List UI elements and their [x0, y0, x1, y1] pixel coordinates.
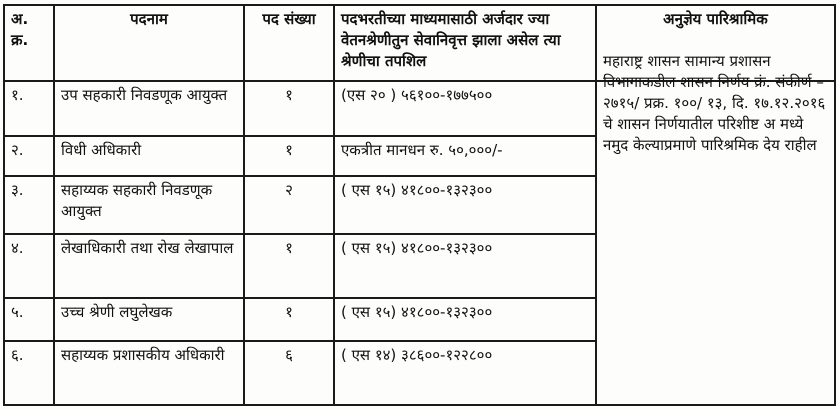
- cell-post-count: १: [244, 136, 334, 176]
- cell-serial: २.: [4, 136, 54, 176]
- cell-post-count: २: [244, 176, 334, 234]
- remuneration-text: महाराष्ट्र शासन सामान्य प्रशासन विभागाकडील शासन निर्णय क्रं. संकीर्ण –२७१५/ प्रक्र. १००/ १३, दि. १७.१२.२०१६ चे शासन निर्णयातील परिशीष्ट अ मध्ये नमुद केल्याप्रमाणे पारिश्रमिक देय राहील: [603, 52, 826, 154]
- header-post-name: पदनाम: [54, 5, 244, 81]
- cell-post-count: १: [244, 81, 334, 136]
- cell-serial: ५.: [4, 298, 54, 340]
- cell-serial: ६.: [4, 341, 54, 405]
- cell-serial: ३.: [4, 176, 54, 234]
- cell-remuneration: [596, 52, 835, 405]
- header-serial: अ. क्र.: [4, 5, 54, 81]
- cell-pay-scale: (एस २० ) ५६१००-१७७५००: [334, 81, 596, 136]
- posts-table: [3, 4, 836, 406]
- header-post-count: पद संख्या: [244, 5, 334, 81]
- cell-pay-scale: ( एस १४) ३८६००-१२२८००: [334, 341, 596, 405]
- cell-post-name: उच्च श्रेणी लघुलेखक: [54, 298, 244, 340]
- cell-post-name: उप सहकारी निवडणूक आयुक्त: [54, 81, 244, 136]
- table-row: [4, 81, 835, 136]
- cell-post-count: १: [244, 298, 334, 340]
- header-pay-scale: पदभरतीच्या माध्यमासाठी अर्जदार ज्या वेतनश्रेणीतुन सेवानिवृत्त झाला असेल त्या श्रेणीचा तपशिल: [334, 5, 596, 81]
- cell-post-count: ६: [244, 341, 334, 405]
- cell-post-name: विधी अधिकारी: [54, 136, 244, 176]
- cell-serial: १.: [4, 81, 54, 136]
- cell-post-name: लेखाधिकारी तथा रोख लेखापाल: [54, 234, 244, 298]
- cell-post-name: सहाय्यक प्रशासकीय अधिकारी: [54, 341, 244, 405]
- cell-serial: ४.: [4, 234, 54, 298]
- header-remuneration: अनुज्ञेय पारिश्रामिक: [596, 5, 835, 81]
- cell-pay-scale: ( एस १५) ४१८००-१३२३००: [334, 298, 596, 340]
- cell-pay-scale: ( एस १५) ४१८००-१३२३००: [334, 234, 596, 298]
- cell-pay-scale: एकत्रीत मानधन रु. ५०,०००/-: [334, 136, 596, 176]
- cell-pay-scale: ( एस १५) ४१८००-१३२३००: [334, 176, 596, 234]
- cell-post-count: १: [244, 234, 334, 298]
- cell-post-name: सहाय्यक सहकारी निवडणूक आयुक्त: [54, 176, 244, 234]
